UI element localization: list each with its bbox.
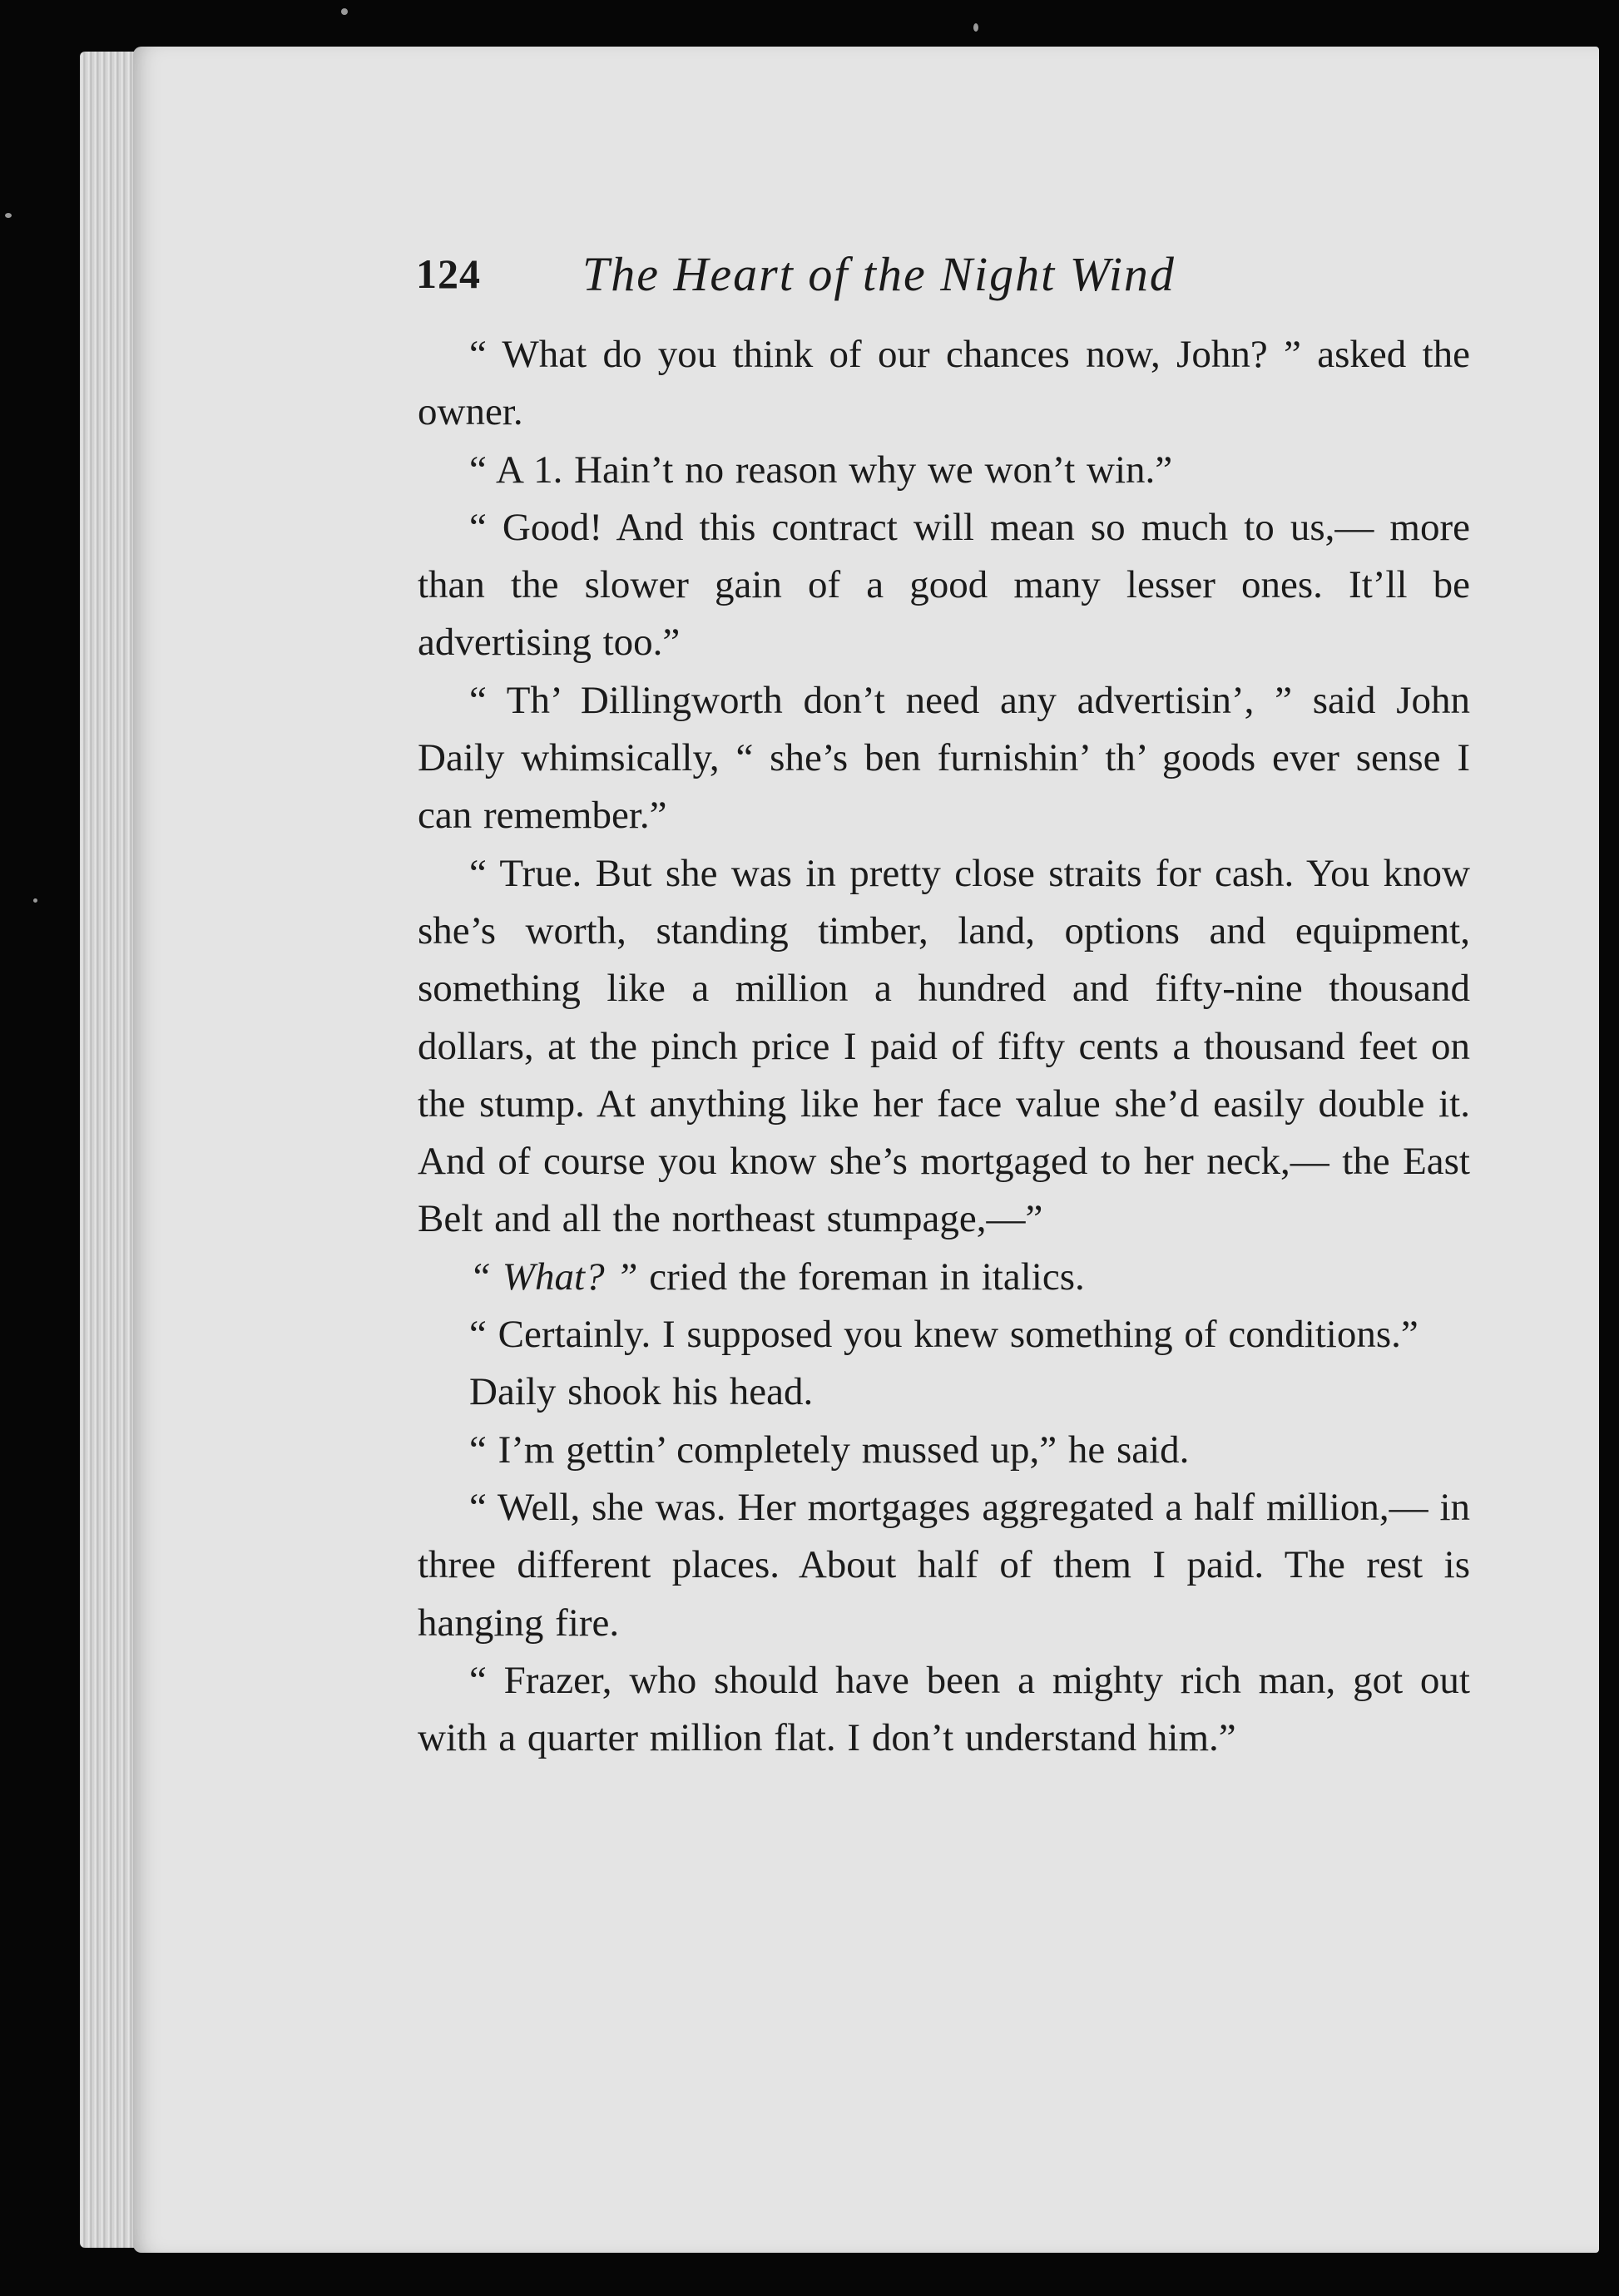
dust-speck	[5, 213, 12, 218]
paragraph: “ What do you think of our chances now, John? ” asked the owner.	[418, 333, 1470, 434]
paragraph: “ Frazer, who should have been a mighty rich man, got out with a quarter million flat. I don’t understand him.”	[418, 1658, 1470, 1760]
running-title: The Heart of the Night Wind	[582, 247, 1176, 301]
paragraph: “ What? ” cried the foreman in italics.	[469, 1254, 1085, 1299]
paragraph: “ Well, she was. Her mortgages aggregated a half million,— in three different places. About half of them I paid. The rest is hanging fire.	[418, 1485, 1470, 1645]
paragraph: “ Good! And this contract will mean so much to us,— more than the slower gain of a good many lesser ones. It’ll be advertising too.”	[418, 505, 1470, 665]
italic-exclamation: “ What? ”	[469, 1254, 638, 1299]
paragraph: “ I’m gettin’ completely mussed up,” he said.	[469, 1428, 1190, 1472]
paragraph: “ True. But she was in pretty close straits for cash. You know she’s worth, standing timber, land, options and equipment, something like a million a hundred and fifty-nine thousand dollars, at the pinch price I paid of fifty cents a thousand feet on the stump. At anything like her face value she’d easily double it. And of course you know she’s mortgaged to her neck,— the East Belt and all the northeast stumpage,—”	[418, 851, 1470, 1241]
paragraph: “ Certainly. I supposed you knew something of conditions.”	[469, 1313, 1418, 1357]
dust-speck	[973, 23, 978, 32]
page-header	[416, 247, 1414, 316]
page-number: 124	[416, 250, 481, 297]
paragraph: “ A 1. Hain’t no reason why we won’t win.”	[469, 448, 1173, 492]
dust-speck	[341, 8, 348, 15]
dust-speck	[33, 898, 37, 903]
paragraph: Daily shook his head.	[469, 1370, 814, 1414]
body-text	[418, 326, 1470, 1767]
paragraph: “ Th’ Dillingworth don’t need any advertisin’, ” said John Daily whimsically, “ she’s ben furnishin’ th’ goods ever sense I can remember.”	[418, 678, 1470, 838]
